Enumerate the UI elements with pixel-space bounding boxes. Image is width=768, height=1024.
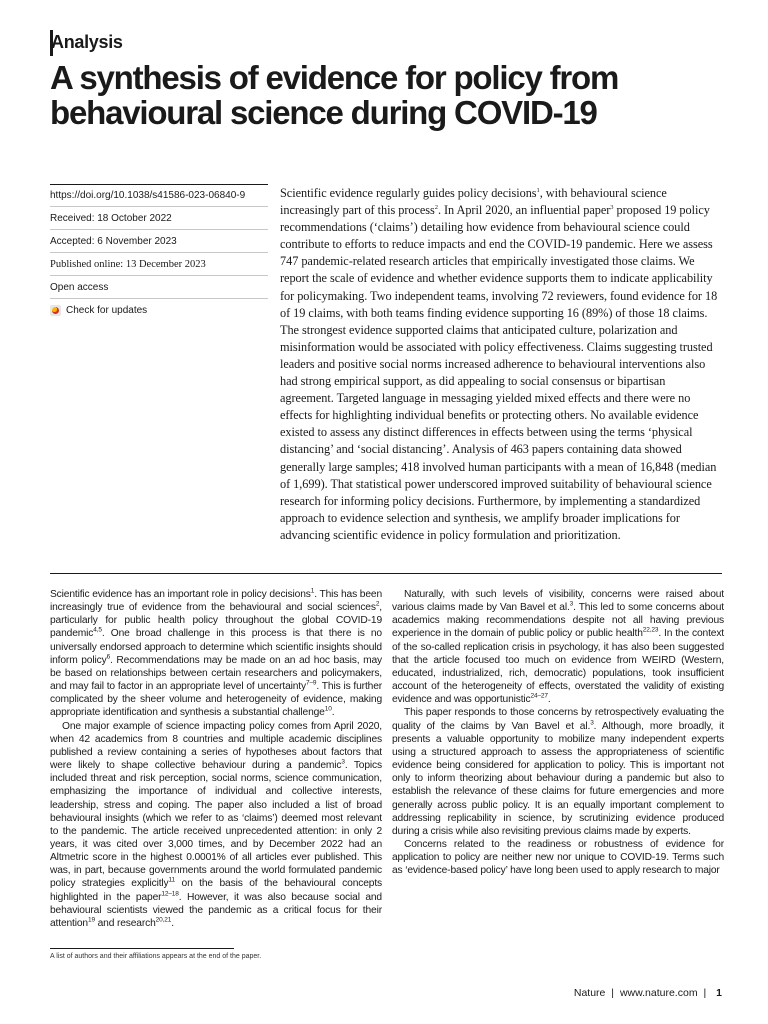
check-for-updates-link[interactable]: [50, 299, 268, 322]
page-number: 1: [716, 987, 722, 999]
footnote-rule: [50, 948, 234, 949]
page-title: A synthesis of evidence for policy from behavioural science during COVID-19: [50, 59, 619, 131]
citation-ref[interactable]: 1: [536, 186, 540, 194]
abstract: Scientific evidence regularly guides policy decisions$^1$, with behavioural science increasingly part of this process$^2$. In April 2020, an influential paper$^3$ proposed 19 policy recommendations (‘claims’) detailing how evidence from behavioural science could contribute to efforts to reduce impacts and end the COVID-19 pandemic. Here we assess 747 pandemic-related research articles that empirically investigated those claims. We report the scale of evidence and whether evidence supports them to indicate applicability for policymaking. Two independent teams, involving 72 reviewers, found evidence for 18 of 19 claims, with both teams finding evidence supporting 16 (89%) of those 18 claims. The strongest evidence supported claims that anticipated culture, polarization and misinformation would be associated with policy effectiveness. Claims suggesting trusted leaders and positive social norms increased adherence to behavioural interventions also had strong empirical support, as did appealing to social consensus or bipartisan agreement. Targeted language in messaging yielded mixed effects and there were no effects for highlighting individual benefits or protecting others. No available evidence existed to assess any distinct differences in effects between using the terms ‘physical distancing’ and ‘social distancing’. Analysis of 463 papers containing data showed generally large samples; 418 involved human participants with a mean of 16,848 (median of 1,699). That statistical power underscored improved suitability of behavioural science research for informing policy decisions. Furthermore, by implementing a standardized approach to evidence selection and synthesis, we amplify broader implications for advancing scientific evidence in policy formulation and prioritization.: [280, 186, 718, 542]
check-for-updates-label: Check for updates: [66, 305, 148, 316]
citation-ref[interactable]: 2: [434, 204, 438, 211]
paragraph: Naturally, with such levels of visibility, concerns were raised about various claims made by Van Bavel et al.$^3$. This led to some concerns about academics making recommendations despite not all having previous experience in the domain of public policy or public health$^{22,23}$. In the context of the so-called replication crisis in psychology, it has also been suggested that the article focused too much on evidence from WEIRD (Western, educated, industrialized, rich, democratic) populations, took insufficient account of the heterogeneity of effects, overstated the validity of existing evidence and was opportunistic$^{24-27}$.: [392, 589, 724, 706]
paragraph: One major example of science impacting policy comes from April 2020, when 42 academics from 8 countries and multiple academic disciplines published a review containing a series of hypotheses about factors that were likely to shape collective behaviour during a pandemic$^3$. Topics included threat and risk perception, social norms, science communication, emphasizing the importance of individual and collective interests, leadership, stress and coping. The paper also included a list of broad behavioural insights (which we refer to as ‘claims’) deemed most relevant to the pandemic. The article received unprecedented attention: in only 2 years, it was cited over 3,000 times, and by December 2022 had an Altmetric score in the highest 0.0001% of all articles ever published. This was, in part, because governments around the world formulated pandemic policy strategies explicitly$^{11}$ on the basis of the behavioural concepts highlighted in the paper$^{12-18}$. However, it was also because social and behavioural scientists viewed the pandemic as a critical focus for their attention$^{19}$ and research$^{20,21}$.: [50, 720, 383, 929]
doi-link[interactable]: https://doi.org/10.1038/s41586-023-06840-9: [50, 184, 268, 207]
check-for-updates-icon: [50, 305, 61, 316]
body-divider: [50, 573, 722, 574]
paragraph: Concerns related to the readiness or robustness of evidence for application to policy are neither new nor unique to COVID-19. Terms such as ‘evidence-based policy’ have long been used to apply research to major: [392, 838, 724, 877]
paragraph: This paper responds to those concerns by retrospectively evaluating the quality of the claims by Van Bavel et al.$^3$. Although, more broadly, it presents a valuable opportunity to mobilize many independent experts using a structured approach to assess the appropriateness of scientific evidence being considered for application to policy. This is important not only to inform theorizing about behaviour during a pandemic but also to establish the relevance of these claims for future emergencies and more generally across public policy. It is an equally important complement to addressing replicability in science, by scrutinizing evidence produced during a crisis while also revisiting previous claims made by experts.: [392, 707, 725, 837]
paragraph: Scientific evidence has an important role in policy decisions$^1$. This has been increasingly true of evidence from the behavioural and social sciences$^2$, particularly for public health policy throughout the global COVID-19 pandemic$^{4,5}$. One broad challenge in this process is that there is no universally endorsed approach to determine which scientific insights should inform policy$^6$. Recommendations may be made on an ad hoc basis, may be based on relationships between certain researchers and policymakers, and may fail to factor in an appropriate level of uncertainty$^{7-9}$. This is further complicated by the sheer volume and heterogeneity of evidence, making appropriate identification and synthesis a substantial challenge$^{10}$.: [50, 587, 383, 719]
open-access-label: Open access: [50, 276, 268, 299]
section-label: Analysis: [51, 32, 123, 52]
received-date: Received: 18 October 2022: [50, 207, 268, 230]
journal-url[interactable]: www.nature.com: [619, 987, 698, 999]
published-date: Published online: 13 December 2023: [50, 253, 268, 276]
article-metadata: [50, 184, 268, 322]
footer-separator: |: [611, 987, 615, 999]
accepted-date: Accepted: 6 November 2023: [50, 230, 268, 253]
page-footer: [574, 987, 722, 999]
body-column-right: [392, 588, 724, 877]
citation-ref[interactable]: 3: [610, 204, 614, 211]
body-column-left: [50, 588, 382, 930]
journal-name: Nature: [573, 987, 606, 999]
footnote: A list of authors and their affiliations appears at the end of the paper.: [50, 953, 262, 960]
footer-separator: |: [703, 987, 707, 999]
